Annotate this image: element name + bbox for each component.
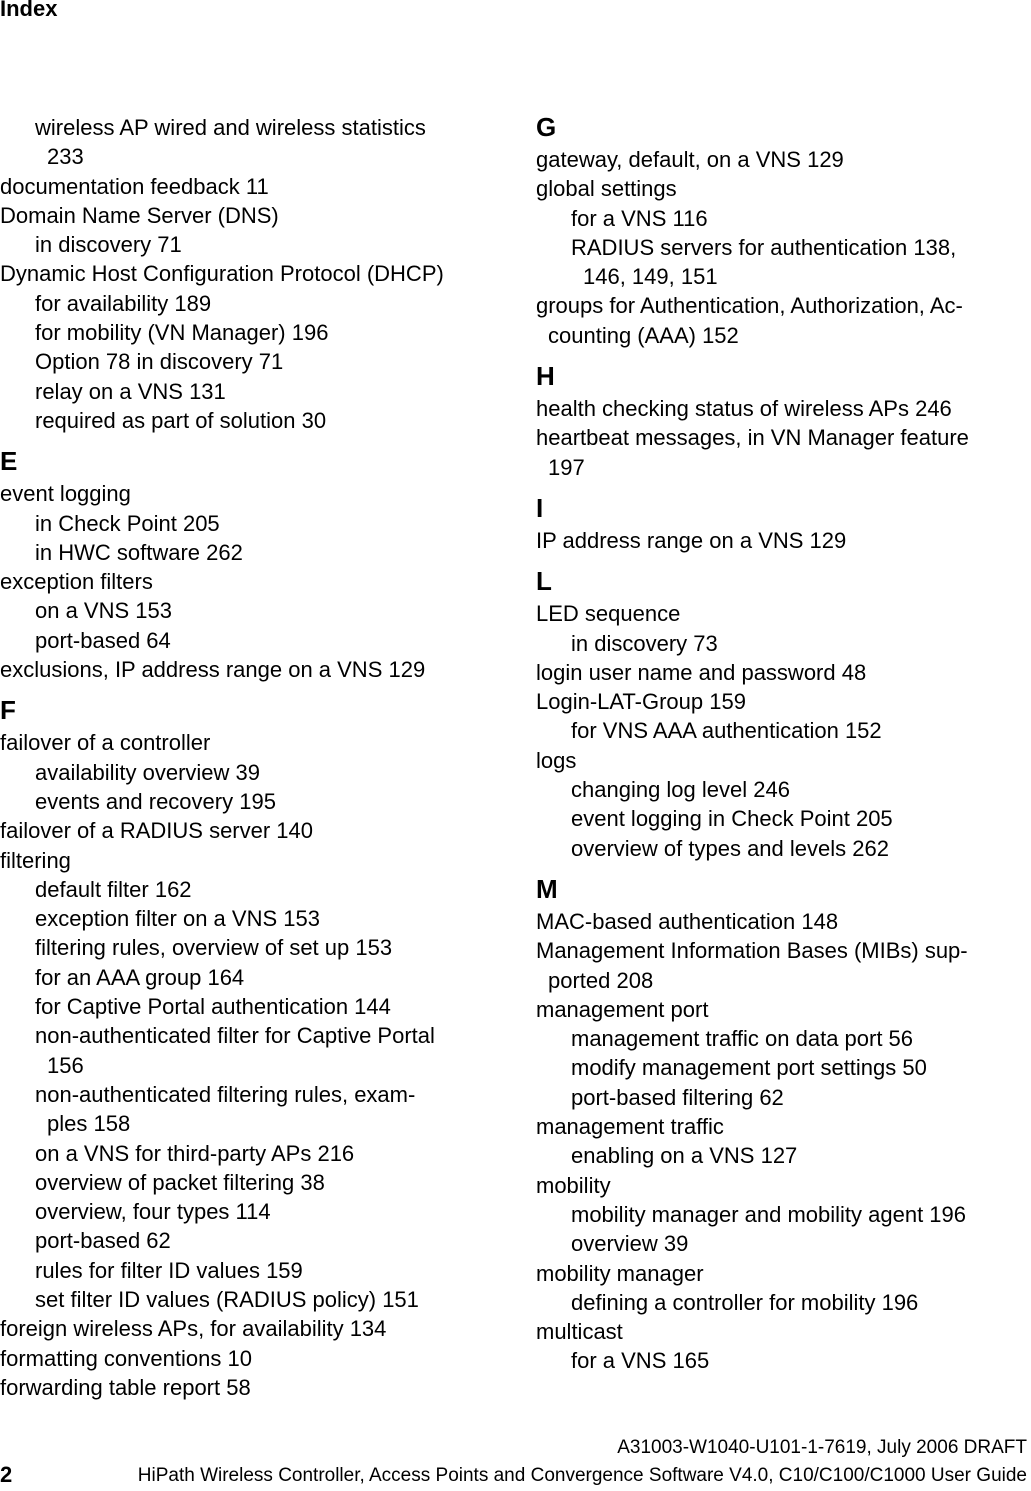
index-subentry: in discovery 71 <box>35 232 182 258</box>
index-entry: mobility <box>536 1172 611 1198</box>
index-subentry: events and recovery 195 <box>35 788 276 814</box>
index-subentry: in discovery 73 <box>571 630 718 656</box>
index-entry: counting (AAA) 152 <box>548 322 739 348</box>
index-subentry: for availability 189 <box>35 290 212 316</box>
index-entry: event logging <box>0 481 131 507</box>
index-entry: health checking status of wireless APs 246 <box>536 396 952 422</box>
index-entry: management port <box>536 996 709 1022</box>
index-subentry: port-based 64 <box>35 627 171 653</box>
index-entry: MAC-based authentication 148 <box>536 908 839 934</box>
index-subentry: 156 <box>47 1052 84 1078</box>
index-column-left <box>0 113 500 1402</box>
index-subentry: port-based filtering 62 <box>571 1084 784 1110</box>
index-entry: exception filters <box>0 569 153 595</box>
index-letter-heading: M <box>536 873 558 904</box>
index-entry: LED sequence <box>536 601 681 627</box>
index-entry: login user name and password 48 <box>536 659 867 685</box>
index-subentry: event logging in Check Point 205 <box>571 806 893 832</box>
index-subentry: for a VNS 116 <box>571 205 708 231</box>
index-subentry: for Captive Portal authentication 144 <box>35 994 391 1020</box>
index-entry: failover of a RADIUS server 140 <box>0 818 314 844</box>
index-entry: global settings <box>536 176 677 202</box>
index-subentry: relay on a VNS 131 <box>35 378 226 404</box>
index-subentry: availability overview 39 <box>35 759 260 785</box>
index-entry: filtering <box>0 847 71 873</box>
index-entry: mobility manager <box>536 1260 704 1286</box>
index-entry: logs <box>536 747 577 773</box>
index-subentry: in Check Point 205 <box>35 510 220 536</box>
index-entry: multicast <box>536 1319 623 1345</box>
index-subentry: filtering rules, overview of set up 153 <box>35 935 393 961</box>
page-number: 2 <box>0 1462 13 1487</box>
index-entry: failover of a controller <box>0 730 211 756</box>
index-entry: documentation feedback 11 <box>0 173 269 199</box>
index-subentry: mobility manager and mobility agent 196 <box>571 1201 967 1227</box>
index-subentry: 233 <box>47 144 84 170</box>
index-subentry: for VNS AAA authentication 152 <box>571 718 882 744</box>
index-subentry: overview 39 <box>571 1231 689 1257</box>
index-subentry: for a VNS 165 <box>571 1348 710 1374</box>
index-subentry: required as part of solution 30 <box>35 407 327 433</box>
index-subentry: rules for filter ID values 159 <box>35 1257 303 1283</box>
index-entry: Management Information Bases (MIBs) sup- <box>536 938 968 964</box>
index-subentry: overview of packet filtering 38 <box>35 1169 325 1195</box>
index-entry: 197 <box>548 454 585 480</box>
index-entry: Domain Name Server (DNS) <box>0 202 279 228</box>
index-subentry: changing log level 246 <box>571 777 790 803</box>
index-subentry: port-based 62 <box>35 1228 171 1254</box>
index-subentry: non-authenticated filter for Captive Portal <box>35 1023 435 1049</box>
index-subentry: in HWC software 262 <box>35 539 243 565</box>
index-column-right <box>536 113 1031 1376</box>
index-letter-heading: I <box>536 492 544 523</box>
index-subentry: management traffic on data port 56 <box>571 1026 914 1052</box>
book-title: HiPath Wireless Controller, Access Points and Convergence Software V4.0, C10/C100/C1000 User Guide <box>137 1465 1027 1486</box>
index-subentry: non-authenticated filtering rules, exam- <box>35 1081 416 1107</box>
index-entry: foreign wireless APs, for availability 134 <box>0 1316 387 1342</box>
index-subentry: RADIUS servers for authentication 138, <box>571 234 957 260</box>
index-subentry: exception filter on a VNS 153 <box>35 906 320 932</box>
index-subentry: modify management port settings 50 <box>571 1055 927 1081</box>
index-letter-heading: F <box>0 695 16 726</box>
index-subentry: 146, 149, 151 <box>583 264 718 290</box>
index-subentry: for mobility (VN Manager) 196 <box>35 320 329 346</box>
index-letter-heading: E <box>0 446 18 477</box>
index-subentry: set filter ID values (RADIUS policy) 151 <box>35 1286 419 1312</box>
index-subentry: for an AAA group 164 <box>35 964 245 990</box>
index-subentry: overview of types and levels 262 <box>571 835 889 861</box>
index-subentry: Option 78 in discovery 71 <box>35 349 284 375</box>
index-subentry: defining a controller for mobility 196 <box>571 1289 919 1315</box>
index-entry: management traffic <box>536 1114 724 1140</box>
index-entry: exclusions, IP address range on a VNS 129 <box>0 657 426 683</box>
index-entry: groups for Authentication, Authorization, Ac- <box>536 293 963 319</box>
index-subentry: enabling on a VNS 127 <box>571 1143 798 1169</box>
index-letter-heading: L <box>536 566 552 597</box>
index-entry: Dynamic Host Configuration Protocol (DHCP) <box>0 261 444 287</box>
footer-document-id: A31003-W1040-U101-1-7619, July 2006 DRAFT <box>617 1437 1027 1458</box>
index-subentry: on a VNS 153 <box>35 598 172 624</box>
index-subentry: default filter 162 <box>35 876 192 902</box>
index-subentry: on a VNS for third-party APs 216 <box>35 1140 355 1166</box>
index-entry: formatting conventions 10 <box>0 1345 252 1371</box>
index-entry: Login-LAT-Group 159 <box>536 689 746 715</box>
page-header-title: Index <box>0 0 58 21</box>
index-entry: heartbeat messages, in VN Manager feature <box>536 425 969 451</box>
index-subentry: ples 158 <box>47 1111 131 1137</box>
index-entry: ported 208 <box>548 967 654 993</box>
index-entry: IP address range on a VNS 129 <box>536 527 847 553</box>
index-letter-heading: G <box>536 112 557 142</box>
index-entry: gateway, default, on a VNS 129 <box>536 147 844 172</box>
index-entry: forwarding table report 58 <box>0 1374 251 1400</box>
index-subentry: overview, four types 114 <box>35 1199 271 1225</box>
index-subentry: wireless AP wired and wireless statistics <box>35 115 426 140</box>
index-letter-heading: H <box>536 361 555 392</box>
